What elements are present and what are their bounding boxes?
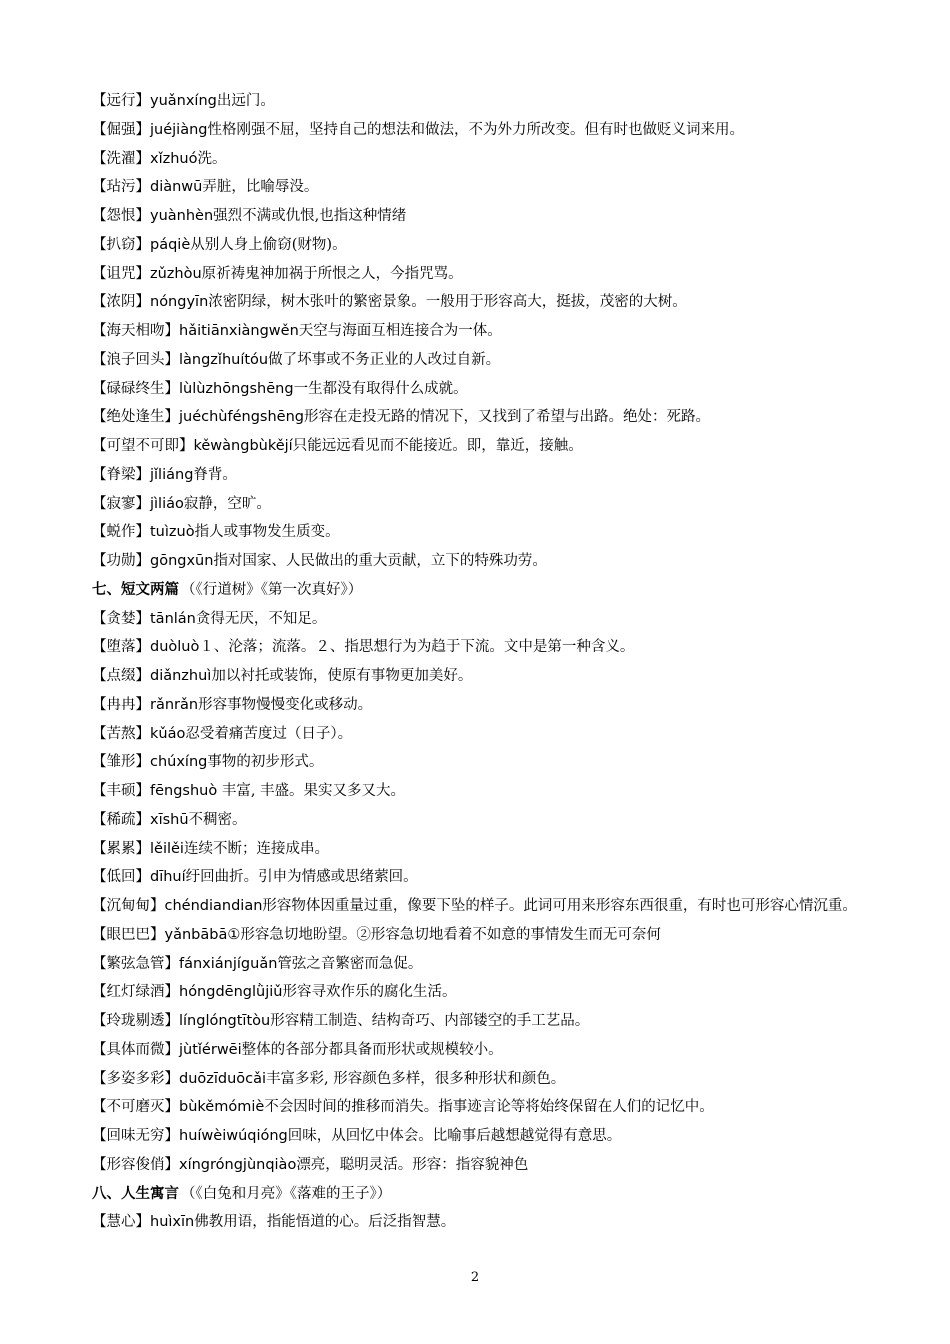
- entry-definition: 纡回曲折。引申为情感或思绪萦回。: [185, 869, 418, 886]
- vocabulary-entry: [92, 752, 892, 772]
- entry-pinyin: lùlùzhōngshēng: [179, 380, 294, 397]
- entry-pinyin: juéchùféngshēng: [179, 409, 304, 426]
- entry-definition: 贪得无厌，不知足。: [195, 610, 327, 627]
- entry-pinyin: duōzīduōcǎi: [179, 1070, 267, 1087]
- entry-pinyin: zǔzhòu: [150, 265, 202, 282]
- vocabulary-entry: [92, 637, 892, 657]
- entry-definition: 不会因时间的推移而消失。指事迹言论等将始终保留在人们的记忆中。: [264, 1099, 714, 1116]
- entry-definition: 漂亮，聪明灵活。形容：指容貌神色: [296, 1156, 529, 1173]
- entry-definition: 佛教用语，指能悟道的心。后泛指智慧。: [194, 1214, 456, 1231]
- section-heading-source: （《白兔和月亮》《落难的王子》）: [181, 1185, 392, 1202]
- entry-definition: 天空与海面互相连接合为一体。: [298, 323, 502, 339]
- entry-definition: 回味，从回忆中体会。比喻事后越想越觉得有意思。: [287, 1128, 622, 1144]
- vocabulary-entry: [92, 1126, 892, 1146]
- section-heading: [92, 580, 892, 600]
- vocabulary-entry: [92, 954, 892, 974]
- entry-pinyin: huíwèiwúqióng: [179, 1128, 288, 1144]
- entry-term: 【不可磨灭】: [92, 1099, 179, 1116]
- vocabulary-entry: [92, 867, 892, 887]
- entry-definition: 寂静，空旷。: [183, 495, 271, 512]
- entry-pinyin: jǐliáng: [150, 466, 194, 483]
- entry-definition: 管弦之音繁密而急促。: [277, 955, 423, 972]
- entry-term: 【累累】: [92, 840, 150, 857]
- vocabulary-entry: [92, 292, 892, 312]
- vocabulary-entry: [92, 1040, 892, 1060]
- entry-term: 【稀疏】: [92, 811, 150, 828]
- vocabulary-entry: [92, 494, 892, 514]
- entry-definition: 出远门。: [216, 93, 275, 109]
- entry-definition: 形容精工制造、结构奇巧、内部镂空的手工艺品。: [270, 1013, 590, 1029]
- entry-definition: 性格刚强不屈，坚持自己的想法和做法，不为外力所改变。但有时也做贬义词来用。: [207, 121, 744, 138]
- vocabulary-entry: [92, 321, 892, 341]
- entry-term: 【繁弦急管】: [92, 955, 179, 972]
- entry-term: 【沉甸甸】: [92, 898, 165, 914]
- entry-term: 【远行】: [92, 93, 150, 109]
- entry-pinyin: fánxiánjíguǎn: [179, 955, 278, 972]
- entry-pinyin: jìliáo: [150, 495, 184, 512]
- entry-term: 【玲珑剔透】: [92, 1013, 179, 1029]
- vocabulary-entry: [92, 1212, 892, 1232]
- vocabulary-entry: [92, 379, 892, 399]
- entry-term: 【多姿多彩】: [92, 1070, 179, 1087]
- entry-definition: 事物的初步形式。: [207, 754, 324, 771]
- entry-pinyin: xīshū: [150, 811, 189, 828]
- vocabulary-entry: [92, 91, 892, 111]
- entry-pinyin: yǎnbābā: [164, 926, 228, 943]
- entry-term: 【蜕作】: [92, 524, 150, 541]
- entry-pinyin: hóngdēnglǜjiǔ: [179, 984, 283, 1001]
- entry-term: 【红灯绿酒】: [92, 984, 179, 1001]
- entry-definition: 加以衬托或装饰，使原有事物更加美好。: [211, 668, 473, 684]
- entry-pinyin: xǐzhuó: [150, 150, 198, 167]
- vocabulary-entry: [92, 896, 892, 916]
- entry-term: 【低回】: [92, 869, 150, 886]
- entry-definition: 一生都没有取得什么成就。: [293, 380, 468, 397]
- vocabulary-entry: [92, 177, 892, 197]
- entry-term: 【碌碌终生】: [92, 380, 179, 397]
- entry-definition: 忍受着痛苦度过（日子）。: [185, 725, 353, 742]
- entry-definition: 脊背。: [193, 466, 237, 483]
- entry-term: 【海天相吻】: [92, 323, 179, 339]
- vocabulary-entry: [92, 1155, 892, 1175]
- entry-pinyin: chéndiandian: [164, 898, 263, 914]
- vocabulary-entry: [92, 666, 892, 686]
- entry-definition: 形容寻欢作乐的腐化生活。: [282, 984, 457, 1001]
- vocabulary-entry: [92, 781, 892, 801]
- vocabulary-entry: [92, 609, 892, 629]
- entry-term: 【眼巴巴】: [92, 926, 165, 943]
- entry-pinyin: kěwàngbùkějí: [193, 438, 293, 454]
- entry-definition: 丰富, 丰盛。果实又多又大。: [221, 783, 406, 799]
- vocabulary-entry: [92, 1069, 892, 1089]
- entry-pinyin: hǎitiānxiàngwěn: [179, 323, 299, 339]
- entry-pinyin: tānlán: [150, 610, 196, 627]
- entry-pinyin: xíngróngjùnqiào: [179, 1156, 297, 1173]
- entry-pinyin: làngzǐhuítóu: [179, 351, 269, 368]
- entry-pinyin: jùtǐérwēi: [179, 1041, 242, 1058]
- entry-definition: 指对国家、人民做出的重大贡献，立下的特殊功劳。: [213, 553, 547, 569]
- entry-term: 【可望不可即】: [92, 438, 194, 454]
- entry-pinyin: páqiè: [150, 236, 191, 253]
- entry-definition: 做了坏事或不务正业的人改过自新。: [268, 351, 501, 368]
- entry-pinyin: kǔáo: [150, 725, 186, 742]
- entry-pinyin: lěilěi: [150, 840, 184, 857]
- entry-term: 【点缀】: [92, 668, 150, 684]
- entry-term: 【玷污】: [92, 179, 150, 196]
- entry-pinyin: juéjiàng: [150, 121, 208, 138]
- vocabulary-entry: [92, 149, 892, 169]
- entry-pinyin: nóngyīn: [150, 294, 209, 311]
- entry-definition: 只能远远看见而不能接近。即，靠近，接触。: [292, 438, 583, 454]
- entry-term: 【苦熬】: [92, 725, 150, 742]
- entry-term: 【诅咒】: [92, 265, 150, 282]
- entry-pinyin: línglóngtītòu: [179, 1013, 271, 1029]
- vocabulary-entry: [92, 1011, 892, 1031]
- entry-pinyin: fēngshuò: [150, 783, 222, 799]
- vocabulary-entry: [92, 982, 892, 1002]
- entry-term: 【贪婪】: [92, 610, 150, 627]
- entry-pinyin: gōngxūn: [150, 553, 214, 569]
- entry-term: 【脊梁】: [92, 466, 150, 483]
- vocabulary-entry: [92, 264, 892, 284]
- entry-term: 【慧心】: [92, 1214, 150, 1231]
- entry-term: 【寂寥】: [92, 495, 150, 512]
- entry-pinyin: diànwū: [150, 179, 203, 196]
- vocabulary-entry: [92, 1097, 892, 1117]
- section-heading: [92, 1184, 892, 1204]
- entry-term: 【绝处逢生】: [92, 409, 179, 426]
- entry-definition: 浓密阴绿，树木张叶的繁密景象。一般用于形容高大，挺拔，茂密的大树。: [208, 294, 687, 311]
- entry-pinyin: tuìzuò: [150, 524, 195, 541]
- entry-definition: １、沦落；流落。２、指思想行为为趋于下流。文中是第一种含义。: [199, 639, 635, 656]
- entry-definition: 不稠密。: [188, 811, 247, 828]
- entry-pinyin: dīhuí: [150, 869, 186, 886]
- vocabulary-list: [92, 91, 892, 1241]
- entry-definition: 整体的各部分都具备而形状或规模较小。: [241, 1041, 503, 1058]
- vocabulary-entry: [92, 695, 892, 715]
- entry-term: 【浓阴】: [92, 294, 150, 311]
- vocabulary-entry: [92, 465, 892, 485]
- entry-definition: 形容事物慢慢变化或移动。: [198, 696, 373, 713]
- entry-pinyin: yuànhèn: [150, 208, 214, 224]
- vocabulary-entry: [92, 350, 892, 370]
- entry-definition: 从别人身上偷窃(财物)。: [190, 236, 347, 253]
- vocabulary-entry: [92, 120, 892, 140]
- entry-definition: 形容物体因重量过重，像要下坠的样子。此词可用来形容东西很重，有时也可形容心情沉重。: [262, 898, 857, 914]
- entry-term: 【雏形】: [92, 754, 150, 771]
- section-heading-title: 七、短文两篇: [92, 581, 179, 598]
- entry-term: 【冉冉】: [92, 696, 150, 713]
- entry-pinyin: rǎnrǎn: [150, 696, 199, 713]
- vocabulary-entry: [92, 925, 892, 945]
- entry-term: 【功勋】: [92, 553, 150, 569]
- entry-term: 【堕落】: [92, 639, 150, 656]
- entry-definition: ①形容急切地盼望。②形容急切地看着不如意的事情发生而无可奈何: [227, 926, 661, 943]
- entry-definition: 原祈祷鬼神加祸于所恨之人，今指咒骂。: [201, 265, 463, 282]
- entry-term: 【倔强】: [92, 121, 150, 138]
- entry-term: 【回味无穷】: [92, 1128, 179, 1144]
- entry-pinyin: bùkěmómiè: [179, 1099, 265, 1116]
- page-number: 2: [470, 1270, 480, 1285]
- vocabulary-entry: [92, 206, 892, 226]
- entry-term: 【形容俊俏】: [92, 1156, 179, 1173]
- entry-definition: 连续不断；连接成串。: [183, 840, 329, 857]
- entry-pinyin: huìxīn: [150, 1214, 195, 1231]
- entry-pinyin: duòluò: [150, 639, 200, 656]
- entry-term: 【浪子回头】: [92, 351, 179, 368]
- vocabulary-entry: [92, 724, 892, 744]
- entry-definition: 弄脏，比喻辱没。: [202, 179, 319, 196]
- entry-definition: 指人或事物发生质变。: [194, 524, 340, 541]
- vocabulary-entry: [92, 810, 892, 830]
- entry-definition: 丰富多彩, 形容颜色多样，很多种形状和颜色。: [266, 1070, 566, 1087]
- entry-definition: 强烈不满或仇恨,也指这种情绪: [213, 208, 407, 224]
- entry-term: 【怨恨】: [92, 208, 150, 224]
- entry-pinyin: diǎnzhuì: [150, 668, 212, 684]
- vocabulary-entry: [92, 235, 892, 255]
- vocabulary-entry: [92, 839, 892, 859]
- entry-term: 【扒窃】: [92, 236, 150, 253]
- entry-definition: 形容在走投无路的情况下，又找到了希望与出路。绝处：死路。: [303, 409, 710, 426]
- section-heading-title: 八、人生寓言: [92, 1185, 179, 1202]
- entry-definition: 洗。: [197, 150, 227, 167]
- entry-pinyin: chúxíng: [150, 754, 208, 771]
- vocabulary-entry: [92, 522, 892, 542]
- section-heading-source: （《行道树》《第一次真好》）: [181, 581, 363, 598]
- vocabulary-entry: [92, 436, 892, 456]
- entry-term: 【丰硕】: [92, 783, 150, 799]
- vocabulary-entry: [92, 551, 892, 571]
- entry-pinyin: yuǎnxíng: [150, 93, 217, 109]
- entry-term: 【洗濯】: [92, 150, 150, 167]
- vocabulary-entry: [92, 407, 892, 427]
- entry-term: 【具体而微】: [92, 1041, 179, 1058]
